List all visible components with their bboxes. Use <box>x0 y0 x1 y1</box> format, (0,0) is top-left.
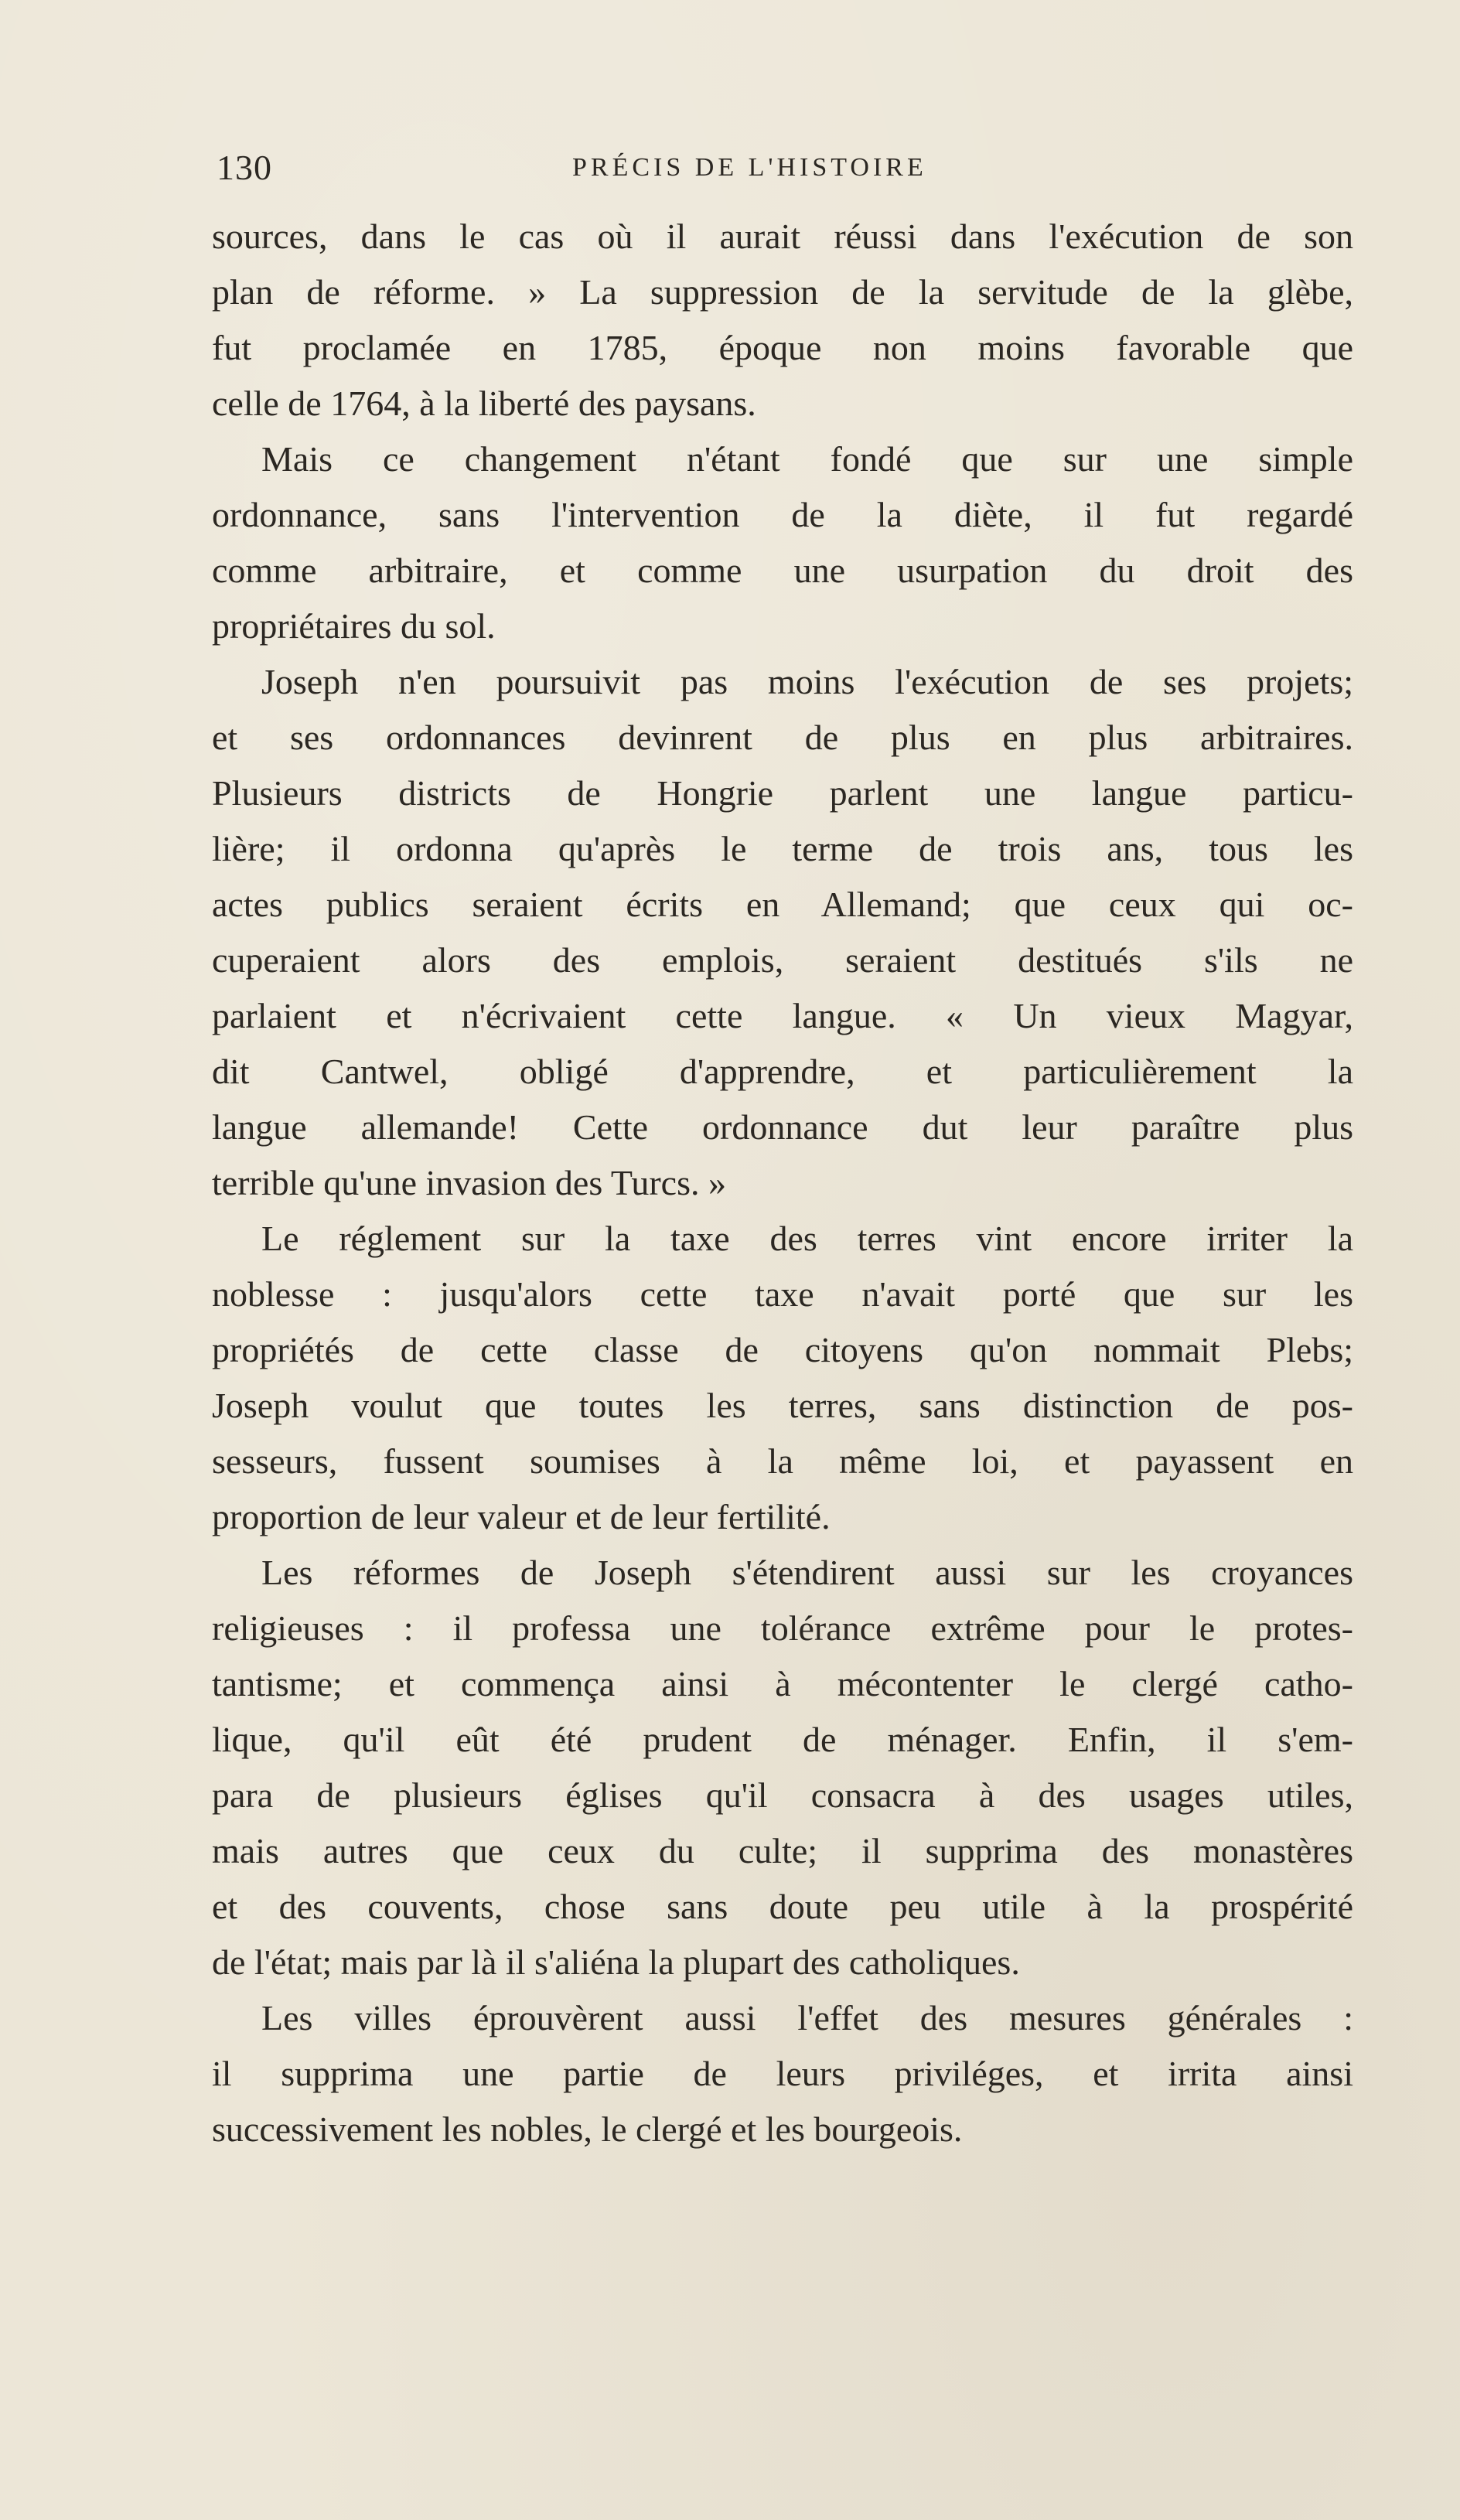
text-line: comme arbitraire, et comme une usurpation du droit des <box>212 551 1353 590</box>
text-line: lique, qu'il eût été prudent de ménager. Enfin, il s'em- <box>212 1720 1353 1759</box>
text-line: ordonnance, sans l'intervention de la diète, il fut regardé <box>212 495 1353 534</box>
text-line: religieuses : il professa une tolérance extrême pour le protes- <box>212 1608 1353 1648</box>
page-number: 130 <box>217 148 272 187</box>
text-line: mais autres que ceux du culte; il supprima des monastères <box>212 1831 1353 1870</box>
text-line: terrible qu'une invasion des Turcs. » <box>212 1163 727 1202</box>
text-line: fut proclamée en 1785, époque non moins favorable que <box>212 328 1353 367</box>
text-line: Les villes éprouvèrent aussi l'effet des mesures générales : <box>261 1998 1353 2037</box>
text-line: et des couvents, chose sans doute peu utile à la prospérité <box>212 1887 1353 1926</box>
text-line: tantisme; et commença ainsi à mécontenter le clergé catho- <box>212 1664 1353 1703</box>
running-head: PRÉCIS DE L'HISTOIRE <box>572 153 927 182</box>
page-header <box>217 147 1346 193</box>
text-line: dit Cantwel, obligé d'apprendre, et particulièrement la <box>212 1052 1353 1091</box>
text-line: Joseph voulut que toutes les terres, sans distinction de pos- <box>212 1386 1353 1425</box>
text-line: Le réglement sur la taxe des terres vint encore irriter la <box>261 1219 1353 1258</box>
text-line: de l'état; mais par là il s'aliéna la plupart des catholiques. <box>212 1942 1020 1982</box>
text-line: para de plusieurs églises qu'il consacra à des usages utiles, <box>212 1775 1353 1815</box>
text-line: Les réformes de Joseph s'étendirent aussi sur les croyances <box>261 1553 1353 1592</box>
text-line: Plusieurs districts de Hongrie parlent une langue particu- <box>212 773 1353 813</box>
text-line: successivement les nobles, le clergé et les bourgeois. <box>212 2109 963 2149</box>
text-line: noblesse : jusqu'alors cette taxe n'avait porté que sur les <box>212 1274 1353 1314</box>
text-line: cuperaient alors des emplois, seraient destitués s'ils ne <box>212 940 1353 980</box>
text-line: sources, dans le cas où il aurait réussi dans l'exécution de son <box>212 217 1353 256</box>
text-line: actes publics seraient écrits en Allemand; que ceux qui oc- <box>212 885 1353 924</box>
text-line: proportion de leur valeur et de leur fertilité. <box>212 1497 831 1536</box>
text-line: celle de 1764, à la liberté des paysans. <box>212 384 756 423</box>
text-line: sesseurs, fussent soumises à la même loi, et payassent en <box>212 1441 1353 1481</box>
text-line: parlaient et n'écrivaient cette langue. « Un vieux Magyar, <box>212 996 1353 1035</box>
text-line: il supprima une partie de leurs priviléges, et irrita ainsi <box>212 2054 1353 2093</box>
body-text <box>212 209 1353 2157</box>
text-line: langue allemande! Cette ordonnance dut leur paraître plus <box>212 1107 1353 1147</box>
text-line: propriétés de cette classe de citoyens qu'on nommait Plebs; <box>212 1330 1353 1369</box>
text-line: lière; il ordonna qu'après le terme de trois ans, tous les <box>212 829 1353 868</box>
text-line: plan de réforme. » La suppression de la servitude de la glèbe, <box>212 272 1353 312</box>
text-line: et ses ordonnances devinrent de plus en plus arbitraires. <box>212 718 1353 757</box>
text-line: Joseph n'en poursuivit pas moins l'exécution de ses projets; <box>261 662 1353 701</box>
text-line: Mais ce changement n'étant fondé que sur une simple <box>261 439 1353 479</box>
text-line: propriétaires du sol. <box>212 606 496 646</box>
